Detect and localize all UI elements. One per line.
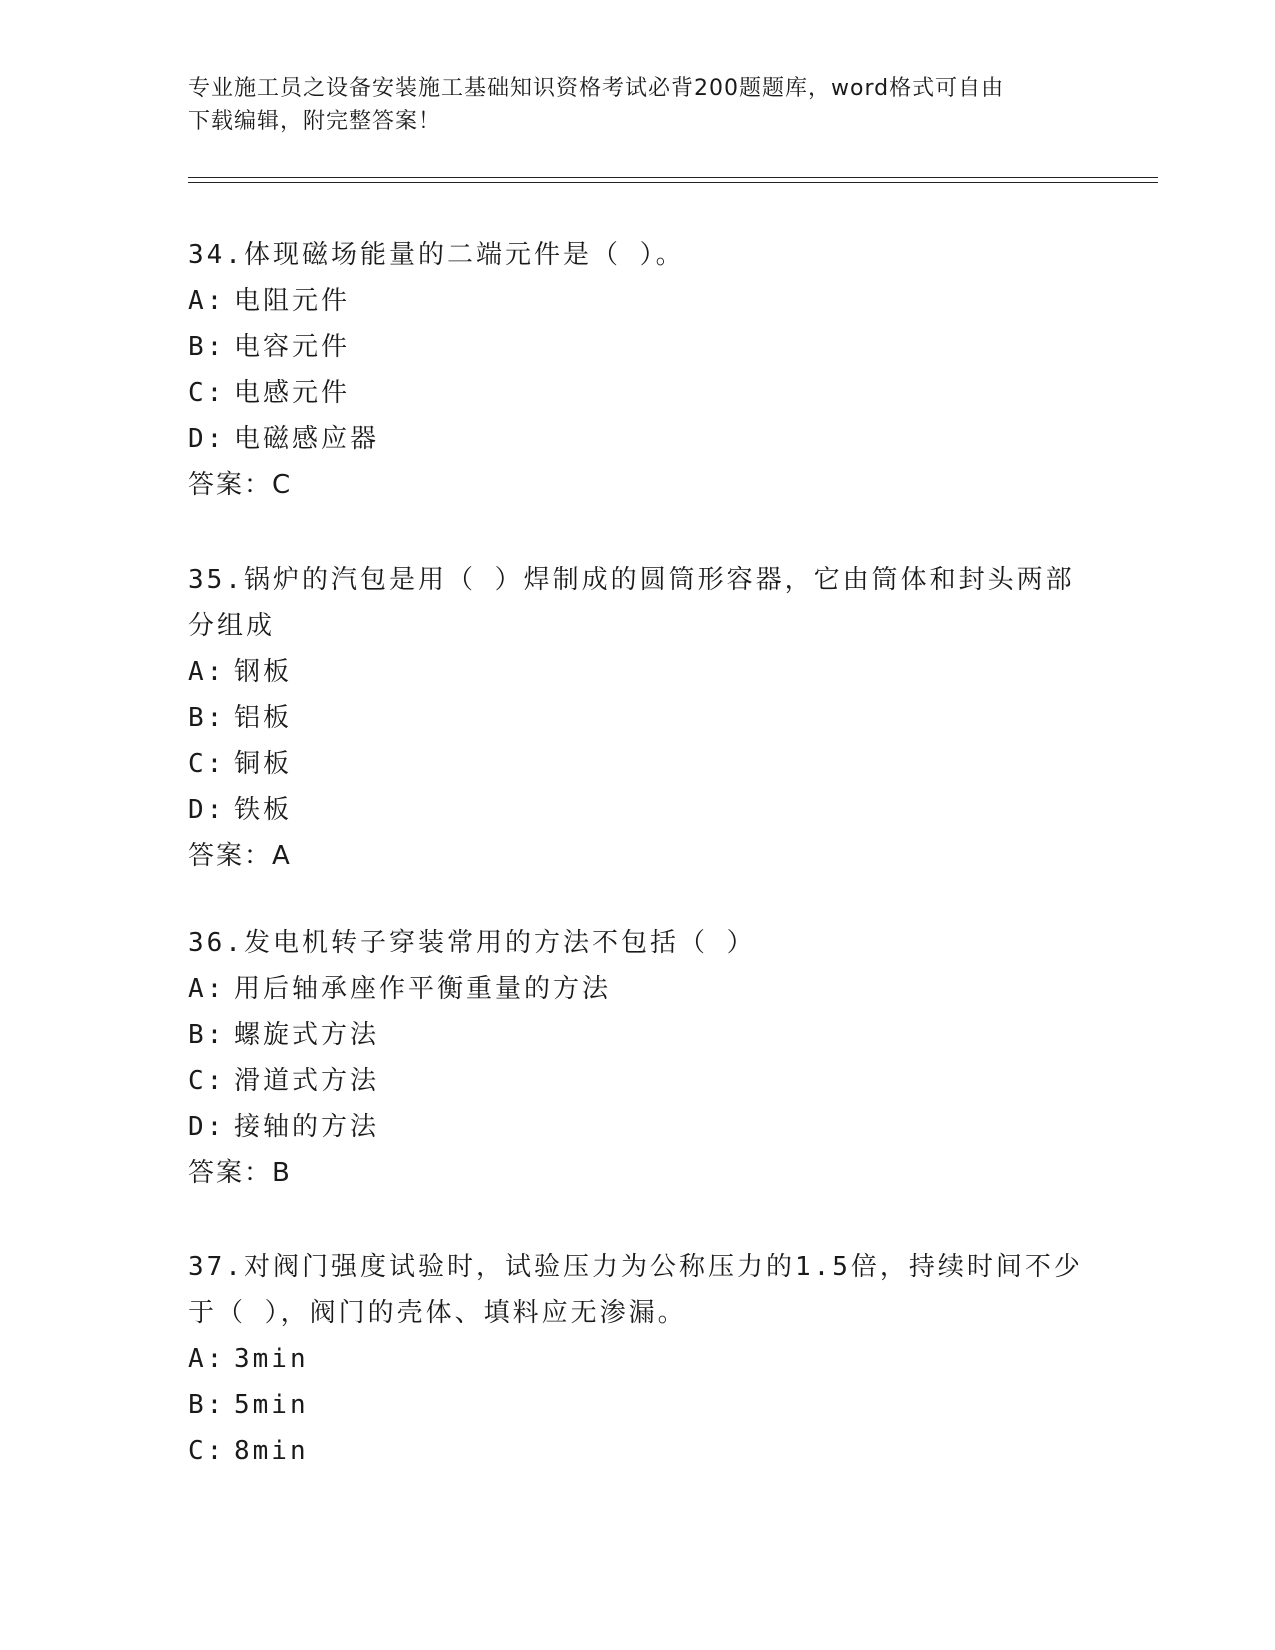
option-letter: D:	[188, 1112, 226, 1142]
option-b	[188, 1382, 1088, 1428]
option-a	[188, 278, 1088, 324]
option-a	[188, 649, 1088, 695]
option-text: 钢板	[234, 657, 293, 687]
document-header	[188, 72, 1088, 138]
option-letter: D:	[188, 424, 226, 454]
option-letter: C:	[188, 378, 226, 408]
question-text: 34.体现磁场能量的二端元件是（ ）。	[188, 240, 685, 270]
option-text: 电阻元件	[234, 286, 351, 316]
question-34	[188, 232, 1088, 508]
option-b	[188, 1012, 1088, 1058]
option-b	[188, 695, 1088, 741]
option-text: 3min	[234, 1344, 309, 1374]
option-text: 5min	[234, 1390, 309, 1420]
option-text: 螺旋式方法	[234, 1020, 380, 1050]
option-text: 铝板	[234, 703, 293, 733]
answer: 答案：C	[188, 470, 293, 500]
option-c	[188, 1058, 1088, 1104]
option-a	[188, 966, 1088, 1012]
option-d	[188, 416, 1088, 462]
option-a	[188, 1336, 1088, 1382]
header-line-1: 专业施工员之设备安装施工基础知识资格考试必背200题题库，word格式可自由	[188, 76, 1005, 101]
option-letter: B:	[188, 1020, 226, 1050]
header-line-2: 下载编辑，附完整答案！	[188, 109, 442, 134]
question-35	[188, 557, 1088, 879]
option-letter: A:	[188, 974, 226, 1004]
option-letter: A:	[188, 286, 226, 316]
question-text-continued: 分组成	[188, 611, 276, 641]
answer: 答案：B	[188, 1158, 292, 1188]
question-text: 35.锅炉的汽包是用（ ）焊制成的圆筒形容器，它由筒体和封头两部	[188, 565, 1075, 595]
option-d	[188, 787, 1088, 833]
option-letter: B:	[188, 332, 226, 362]
question-text: 37.对阀门强度试验时，试验压力为公称压力的1.5倍，持续时间不少	[188, 1252, 1083, 1282]
option-text: 铜板	[234, 749, 293, 779]
option-letter: A:	[188, 1344, 226, 1374]
option-text: 电磁感应器	[234, 424, 380, 454]
option-letter: A:	[188, 657, 226, 687]
header-rule-bottom	[188, 182, 1158, 183]
question-37	[188, 1244, 1088, 1474]
option-letter: D:	[188, 795, 226, 825]
header-rule-top	[188, 177, 1158, 178]
option-d	[188, 1104, 1088, 1150]
question-text-continued: 于（ ），阀门的壳体、填料应无渗漏。	[188, 1298, 687, 1328]
option-text: 8min	[234, 1436, 309, 1466]
option-b	[188, 324, 1088, 370]
option-letter: C:	[188, 1436, 226, 1466]
option-text: 电容元件	[234, 332, 351, 362]
question-36	[188, 920, 1088, 1196]
option-text: 铁板	[234, 795, 293, 825]
answer: 答案：A	[188, 841, 292, 871]
option-letter: B:	[188, 703, 226, 733]
option-c	[188, 1428, 1088, 1474]
option-letter: C:	[188, 1066, 226, 1096]
option-letter: B:	[188, 1390, 226, 1420]
question-text: 36.发电机转子穿装常用的方法不包括（ ）	[188, 928, 756, 958]
option-text: 电感元件	[234, 378, 351, 408]
option-c	[188, 370, 1088, 416]
option-text: 滑道式方法	[234, 1066, 380, 1096]
option-text: 用后轴承座作平衡重量的方法	[234, 974, 612, 1004]
option-letter: C:	[188, 749, 226, 779]
option-text: 接轴的方法	[234, 1112, 380, 1142]
option-c	[188, 741, 1088, 787]
